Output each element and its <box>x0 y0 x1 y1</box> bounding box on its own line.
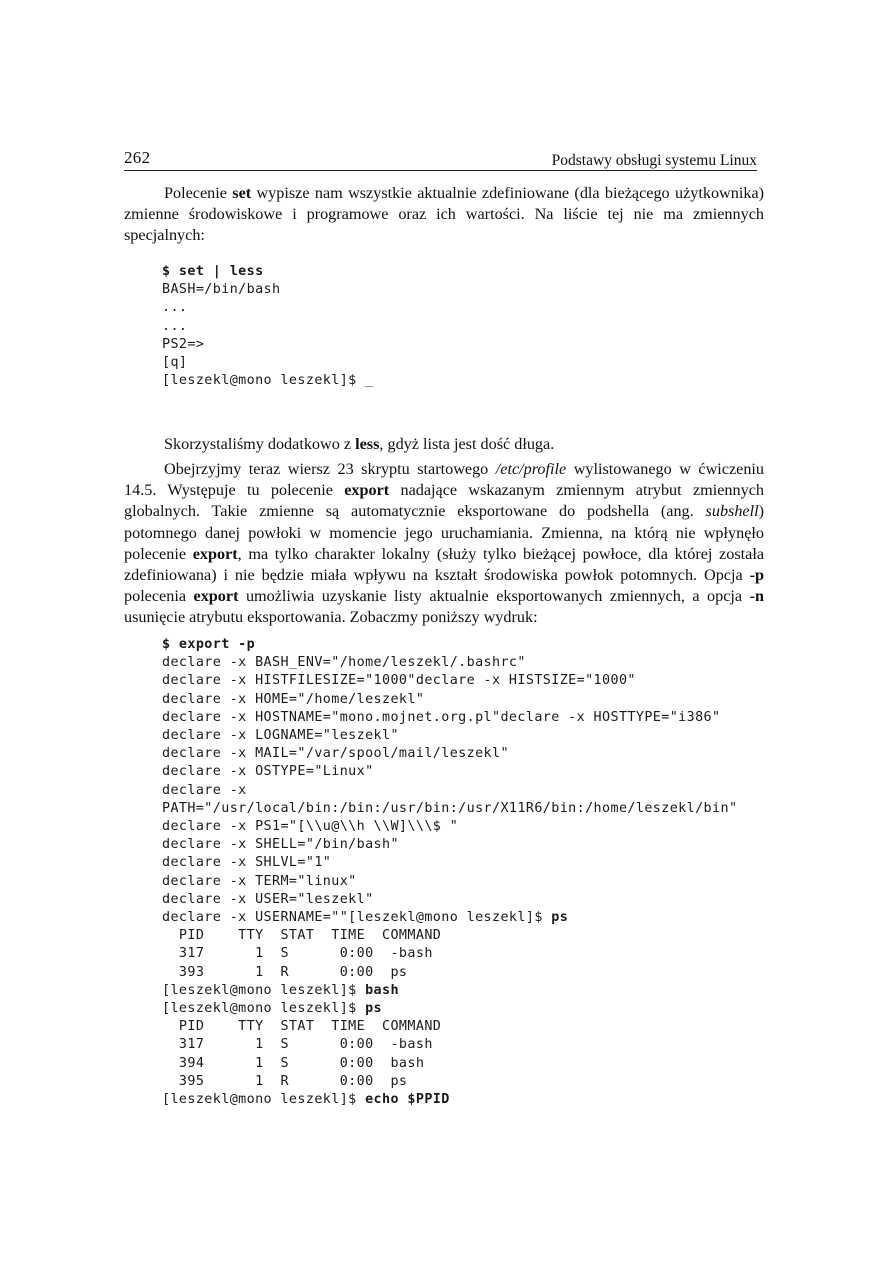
code-line: declare -x HOSTNAME="mono.mojnet.org.pl"declare -x HOSTTYPE="i386" <box>162 709 721 725</box>
code-line: $ set | less <box>162 264 264 279</box>
command-name: export <box>192 544 238 563</box>
code-line: declare -x LOGNAME="leszekl" <box>162 728 399 744</box>
command-name: set <box>232 184 252 202</box>
text: wylistowanego w ćwiczeniu 14.5. Występuje tu polecenie <box>124 460 764 500</box>
page-header <box>124 142 757 171</box>
code-line: [q] <box>162 355 188 371</box>
option-name: -p <box>749 566 764 585</box>
typed-command: echo $PPID <box>365 1092 450 1108</box>
running-title: Podstawy obsługi systemu Linux <box>551 152 757 169</box>
code-line: declare -x SHELL="/bin/bash" <box>162 837 399 853</box>
command-name: export <box>193 587 239 606</box>
typed-command: ps <box>365 1001 383 1017</box>
code-listing-set <box>162 263 374 390</box>
code-line: declare -x USER="leszekl" <box>162 891 374 907</box>
option-name: -n <box>749 587 764 606</box>
code-line: BASH=/bin/bash <box>162 282 281 298</box>
code-line: declare -x HISTFILESIZE="1000"declare -x HISTSIZE="1000" <box>162 673 636 689</box>
code-line: declare -x TERM="linux" <box>162 873 357 889</box>
code-line: ... <box>162 318 188 334</box>
text: , ma tylko charakter lokalny (służy tylko bieżącej powłoce, dla której została zdefiniowana) i nie będzie miała wpływu na kształt środowiska powłok potomnych. Opcja <box>124 544 764 585</box>
code-line: PID TTY STAT TIME COMMAND <box>162 928 442 944</box>
code-line: [leszekl@mono leszekl]$ _ <box>162 373 374 389</box>
page-number: 262 <box>124 148 151 167</box>
code-line: 317 1 S 0:00 -bash <box>162 1037 433 1053</box>
code-line: PATH="/usr/local/bin:/bin:/usr/bin:/usr/X11R6/bin:/home/leszekl/bin" <box>162 800 738 816</box>
code-listing-export <box>162 636 737 1109</box>
typed-command: ps <box>551 910 569 926</box>
code-line: declare -x MAIL="/var/spool/mail/leszekl" <box>162 746 509 762</box>
text: nadające wskazanym zmiennym atrybut zmiennych globalnych. Takie zmienne są automatycznie eksportowane do podshella (ang. <box>124 481 764 521</box>
code-line: declare -x SHLVL="1" <box>162 855 332 871</box>
code-line: declare -x PS1="[\\u@\\h \\W]\\\$ " <box>162 819 459 835</box>
text: polecenia <box>124 587 194 606</box>
text: wypisze nam wszystkie aktualnie zdefiniowane (dla bieżącego użytkownika) zmienne środowiskowe i programowe oraz ich wartości. Na liście tej nie ma zmiennych specjalnych: <box>124 184 764 245</box>
command-name: export <box>344 481 390 500</box>
code-line: declare -x USERNAME=""[leszekl@mono leszekl]$ <box>162 910 552 926</box>
code-line: $ export -p <box>162 637 256 652</box>
paragraph-set-intro <box>124 183 764 247</box>
command-name: less <box>355 435 380 453</box>
shell-prompt: [leszekl@mono leszekl]$ <box>162 982 366 998</box>
shell-prompt: [leszekl@mono leszekl]$ <box>162 1092 366 1108</box>
text: Obejrzyjmy teraz wiersz 23 skryptu startowego <box>164 460 496 478</box>
code-line: declare -x HOME="/home/leszekl" <box>162 691 425 707</box>
shell-prompt: [leszekl@mono leszekl]$ <box>162 1001 366 1017</box>
code-line: PID TTY STAT TIME COMMAND <box>162 1019 442 1035</box>
code-line: ... <box>162 300 188 316</box>
text: , gdyż lista jest dość długa. <box>379 435 555 453</box>
text: usunięcie atrybutu eksportowania. Zobaczmy poniższy wydruk: <box>124 608 538 627</box>
code-line: declare -x <box>162 782 247 798</box>
code-line: declare -x OSTYPE="Linux" <box>162 764 374 780</box>
english-term: subshell <box>705 502 759 521</box>
text: Skorzystaliśmy dodatkowo z <box>164 435 356 453</box>
text: umożliwia uzyskanie listy aktualnie eksportowanych zmiennych, a opcja <box>238 587 750 606</box>
code-line: 393 1 R 0:00 ps <box>162 964 408 980</box>
paragraph-export-explanation <box>124 459 764 629</box>
code-line: 395 1 R 0:00 ps <box>162 1073 408 1089</box>
code-line: 394 1 S 0:00 bash <box>162 1055 425 1071</box>
text: Polecenie <box>164 184 233 202</box>
file-path: /etc/profile <box>495 460 567 478</box>
code-line: PS2=> <box>162 336 205 352</box>
code-line: 317 1 S 0:00 -bash <box>162 946 433 962</box>
typed-command: bash <box>365 982 399 998</box>
paragraph-less-note <box>124 434 764 455</box>
text: ) potomnego danej powłoki w momencie jego uruchamiania. Zmienna, na którą nie wpłynęło polecenie <box>124 502 764 563</box>
code-line: declare -x BASH_ENV="/home/leszekl/.bashrc" <box>162 655 526 671</box>
